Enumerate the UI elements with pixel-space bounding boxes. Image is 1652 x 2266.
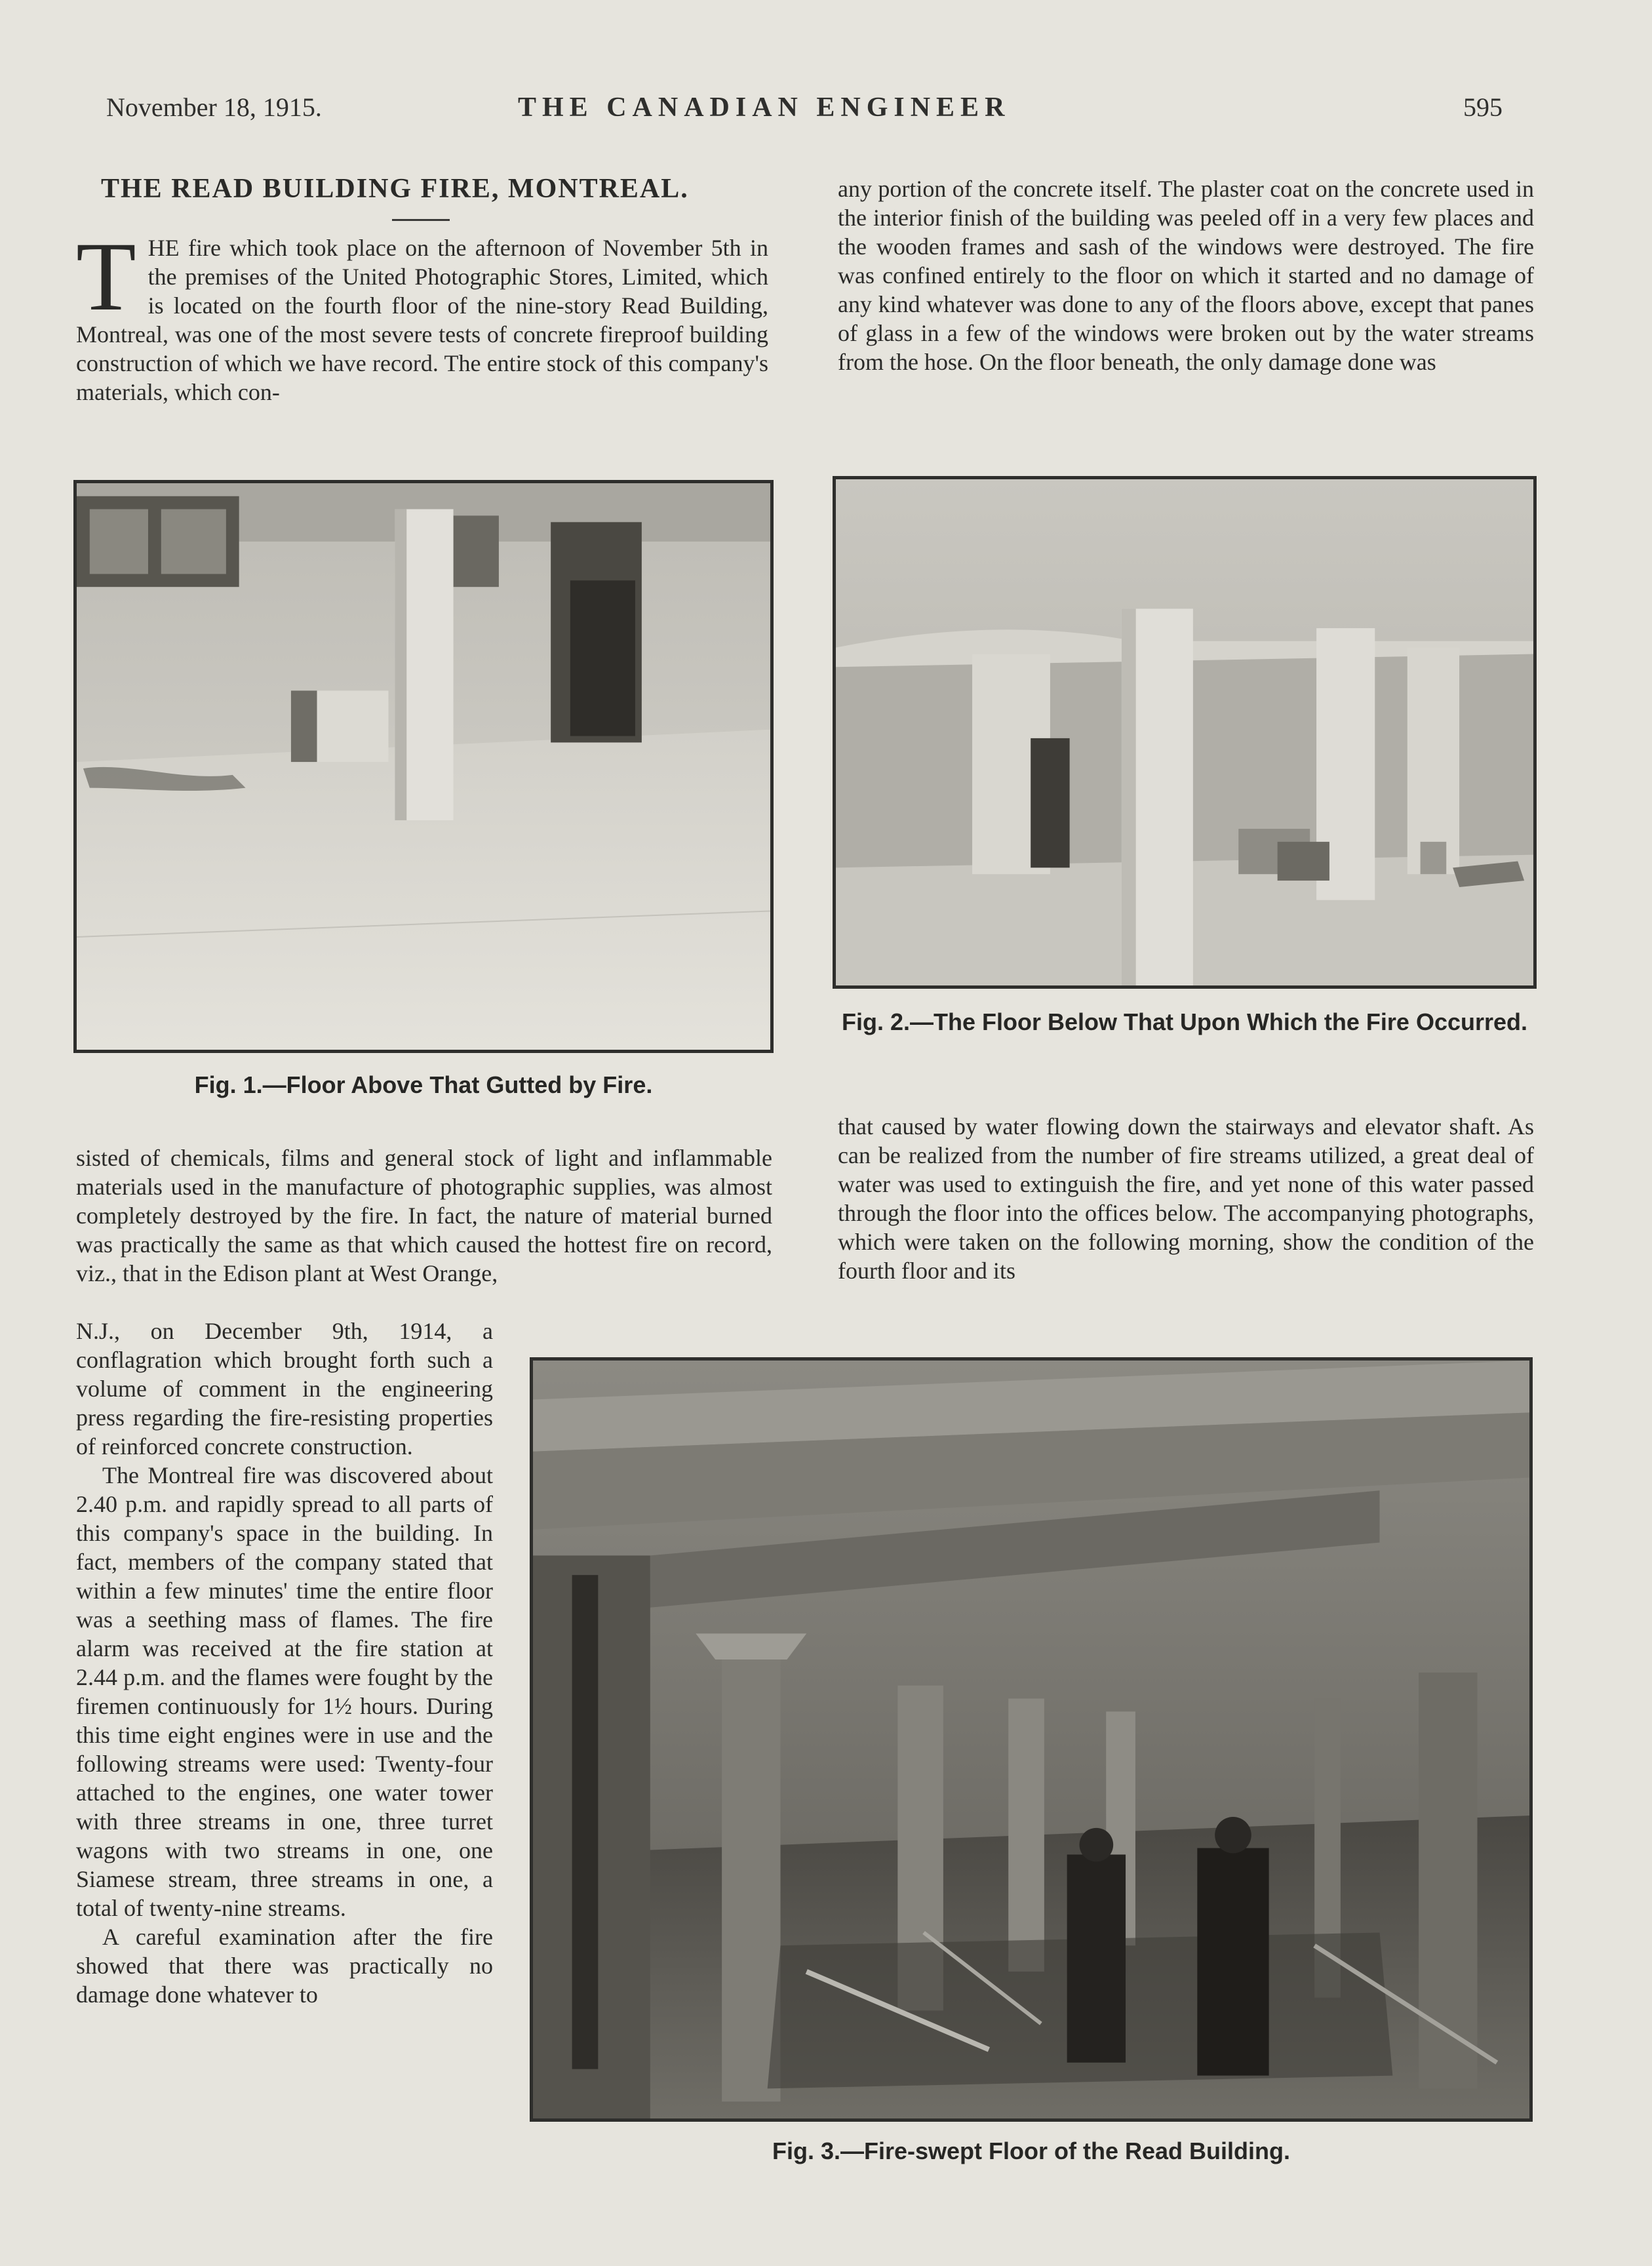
figure-1-caption: Fig. 1.—Floor Above That Gutted by Fire. [194,1071,653,1098]
paragraph-2: The Montreal fire was discovered about 2.40 p.m. and rapidly spread to all parts of this company's space in the building. In fact, members of the company stated that within a few minutes' time the entire floor was a seething mass of flames. The fire alarm was received at the fire station at 2.44 p.m. and the flames were fought by the firemen continuously for 1½ hours. During this time eight engines were in use and the following streams were used: Twenty-four attached to the engines, one water tower with three streams in one, three turret wagons with two streams in one, one Siamese stream, three streams in one, a total of twenty-nine streams. [76,1462,493,1921]
title-rule [392,219,450,221]
column2-top-text: any portion of the concrete itself. The plaster coat on the concrete used in the interior finish of the building was peeled off in a very few places and the wooden frames and sash of the windows were destroyed. The fire was confined entirely to the floor on which it started and no damage of any kind whatever was done to any of the floors above, except that panes of glass in a few of the windows were broken out by the water streams from the hose. On the floor beneath, the only damage done was [838,176,1534,375]
figure-3-illustration [533,1361,1529,2118]
issue-date: November 18, 1915. [106,92,322,122]
lead-paragraph-continued: sisted of chemicals, films and general stock of light and inflammable materials used in the manufacture of photographic supplies, was almost completely destroyed by the fire. In fact, the nature of material burned was practically the same as that which caused the hottest fire on record, viz., that in the Edison plant at West Orange, [76,1145,772,1286]
page-number: 595 [1463,92,1503,122]
narrow-column-text [76,1317,493,2009]
drop-cap: T [76,222,136,331]
figure-1-illustration [77,483,770,1050]
article-title: THE READ BUILDING FIRE, MONTREAL. [101,174,689,204]
figure-2-caption: Fig. 2.—The Floor Below That Upon Which the Fire Occurred. [841,1008,1528,1035]
figure-2-photo [833,476,1537,989]
lead-paragraph-end: N.J., on December 9th, 1914, a conflagration which brought forth such a volume of comment in the engineering press regarding the fire-resisting properties of reinforced concrete construction. [76,1318,493,1460]
paragraph-3: A careful examination after the fire showed that there was practically no damage done whatever to [76,1924,493,2008]
figure-2-illustration [836,479,1533,985]
column2-middle-text: that caused by water flowing down the stairways and elevator shaft. As can be realized from the number of fire streams utilized, a great deal of water was used to extinguish the fire, and yet none of this water passed through the floor into the offices below. The accompanying photographs, which were taken on the following morning, show the condition of the fourth floor and its [838,1113,1534,1284]
lead-paragraph-text: HE fire which took place on the afternoon of November 5th in the premises of the United Photographic Stores, Limited, which is located on the fourth floor of the nine-story Read Building, Montreal, was one of the most severe tests of concrete fireproof building construction of which we have record. The entire stock of this company's materials, which con- [76,235,768,405]
figure-3-caption: Fig. 3.—Fire-swept Floor of the Read Building. [772,2137,1290,2164]
lead-paragraph [76,222,768,407]
journal-title: THE CANADIAN ENGINEER [518,92,1011,123]
figure-3-photo [530,1357,1533,2122]
figure-1-photo [73,480,774,1053]
